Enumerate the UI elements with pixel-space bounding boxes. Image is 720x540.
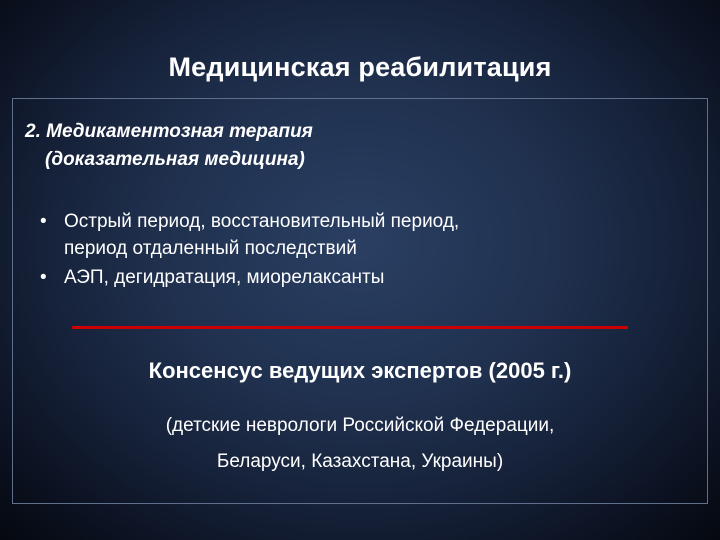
subtitle-line-2: (доказательная медицина) (45, 149, 305, 170)
section-subtitle (25, 118, 685, 174)
list-item (30, 208, 690, 262)
consensus-heading: Консенсус ведущих экспертов (2005 г.) (148, 358, 572, 383)
bullet-marker-icon: • (40, 267, 47, 288)
red-divider (72, 326, 628, 329)
consensus-note-line-2: Беларуси, Казахстана, Украины) (216, 451, 504, 472)
consensus-note (0, 408, 720, 480)
list-item-line-2: период отдаленный последствий (64, 238, 357, 259)
list-item (30, 264, 690, 291)
list-item-line-1: Острый период, восстановительный период, (64, 211, 460, 232)
subtitle-line-1: 2. Медикаментозная терапия (25, 121, 313, 142)
page-title: Медицинская реабилитация (168, 52, 552, 82)
consensus-note-line-1: (детские неврологи Российской Федерации, (165, 415, 555, 436)
list-item-line-1: АЭП, дегидратация, миорелаксанты (64, 267, 385, 288)
bullet-marker-icon: • (40, 211, 47, 232)
bullet-list (30, 208, 690, 293)
